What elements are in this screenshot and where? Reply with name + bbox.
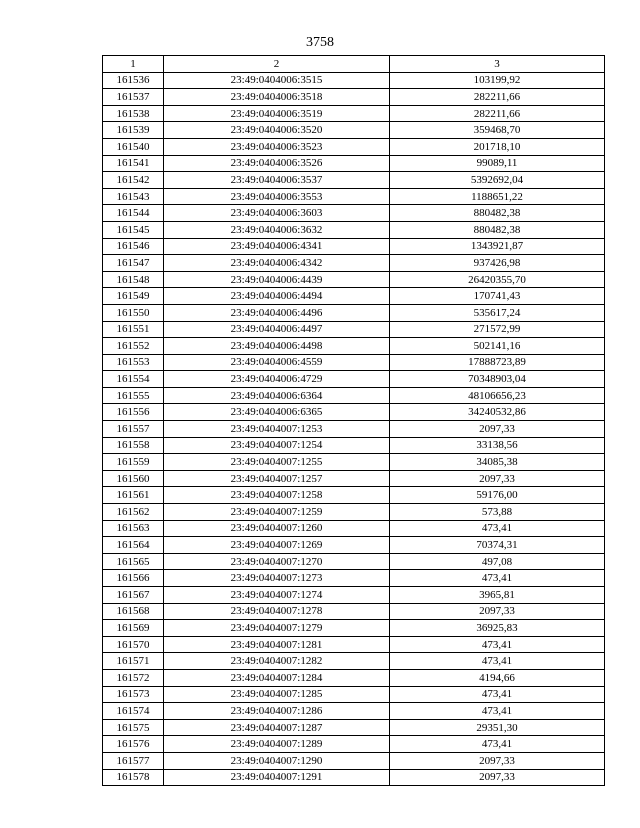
value-cell: 33138,56 [390, 437, 605, 454]
value-cell: 473,41 [390, 686, 605, 703]
table-row [103, 138, 605, 155]
row-number-cell: 161565 [103, 553, 164, 570]
cadastral-number-cell: 23:49:0404007:1289 [164, 736, 390, 753]
cadastral-number-cell: 23:49:0404006:4498 [164, 338, 390, 355]
row-number-cell: 161560 [103, 470, 164, 487]
table-row [103, 520, 605, 537]
cadastral-number-cell: 23:49:0404007:1260 [164, 520, 390, 537]
cadastral-number-cell: 23:49:0404006:3519 [164, 105, 390, 122]
value-cell: 1188651,22 [390, 188, 605, 205]
table-row [103, 304, 605, 321]
cadastral-number-cell: 23:49:0404006:6365 [164, 404, 390, 421]
row-number-cell: 161571 [103, 653, 164, 670]
table-row [103, 338, 605, 355]
table-row [103, 553, 605, 570]
cadastral-number-cell: 23:49:0404006:6364 [164, 387, 390, 404]
row-number-cell: 161568 [103, 603, 164, 620]
value-cell: 3965,81 [390, 587, 605, 604]
row-number-cell: 161536 [103, 72, 164, 89]
table-row [103, 537, 605, 554]
value-cell: 473,41 [390, 570, 605, 587]
table-row [103, 155, 605, 172]
table-row [103, 421, 605, 438]
row-number-cell: 161555 [103, 387, 164, 404]
table-row [103, 72, 605, 89]
table-row [103, 89, 605, 106]
data-table [102, 55, 605, 786]
table-row [103, 636, 605, 653]
cadastral-number-cell: 23:49:0404006:3603 [164, 205, 390, 222]
row-number-cell: 161553 [103, 354, 164, 371]
value-cell: 473,41 [390, 703, 605, 720]
cadastral-number-cell: 23:49:0404007:1286 [164, 703, 390, 720]
cadastral-number-cell: 23:49:0404007:1287 [164, 719, 390, 736]
table-row [103, 570, 605, 587]
cadastral-number-cell: 23:49:0404007:1255 [164, 454, 390, 471]
table-row [103, 404, 605, 421]
value-cell: 34085,38 [390, 454, 605, 471]
table-row [103, 487, 605, 504]
table-body [103, 72, 605, 786]
table-row [103, 504, 605, 521]
table-row [103, 321, 605, 338]
row-number-cell: 161562 [103, 504, 164, 521]
table-row [103, 437, 605, 454]
value-cell: 4194,66 [390, 669, 605, 686]
cadastral-number-cell: 23:49:0404007:1279 [164, 620, 390, 637]
row-number-cell: 161549 [103, 288, 164, 305]
table-row [103, 371, 605, 388]
value-cell: 2097,33 [390, 470, 605, 487]
row-number-cell: 161556 [103, 404, 164, 421]
cadastral-number-cell: 23:49:0404007:1291 [164, 769, 390, 786]
value-cell: 880482,38 [390, 221, 605, 238]
cadastral-number-cell: 23:49:0404006:4341 [164, 238, 390, 255]
table-row [103, 271, 605, 288]
cadastral-number-cell: 23:49:0404007:1270 [164, 553, 390, 570]
cadastral-number-cell: 23:49:0404006:3518 [164, 89, 390, 106]
table-row [103, 387, 605, 404]
row-number-cell: 161558 [103, 437, 164, 454]
cadastral-number-cell: 23:49:0404006:4494 [164, 288, 390, 305]
value-cell: 5392692,04 [390, 172, 605, 189]
cadastral-number-cell: 23:49:0404007:1257 [164, 470, 390, 487]
value-cell: 880482,38 [390, 205, 605, 222]
table-row [103, 603, 605, 620]
row-number-cell: 161570 [103, 636, 164, 653]
cadastral-number-cell: 23:49:0404006:3537 [164, 172, 390, 189]
value-cell: 359468,70 [390, 122, 605, 139]
row-number-cell: 161577 [103, 752, 164, 769]
value-cell: 99089,11 [390, 155, 605, 172]
cadastral-number-cell: 23:49:0404007:1253 [164, 421, 390, 438]
cadastral-number-cell: 23:49:0404007:1284 [164, 669, 390, 686]
cadastral-number-cell: 23:49:0404007:1254 [164, 437, 390, 454]
table-header [103, 56, 605, 73]
value-cell: 282211,66 [390, 89, 605, 106]
value-cell: 1343921,87 [390, 238, 605, 255]
cadastral-number-cell: 23:49:0404007:1290 [164, 752, 390, 769]
value-cell: 48106656,23 [390, 387, 605, 404]
cadastral-number-cell: 23:49:0404007:1258 [164, 487, 390, 504]
table-row [103, 669, 605, 686]
cadastral-number-cell: 23:49:0404006:4559 [164, 354, 390, 371]
cadastral-number-cell: 23:49:0404007:1278 [164, 603, 390, 620]
value-cell: 473,41 [390, 520, 605, 537]
table-row [103, 205, 605, 222]
table-row [103, 752, 605, 769]
row-number-cell: 161542 [103, 172, 164, 189]
row-number-cell: 161550 [103, 304, 164, 321]
column-header-1: 1 [103, 56, 164, 73]
row-number-cell: 161552 [103, 338, 164, 355]
value-cell: 2097,33 [390, 752, 605, 769]
table-row [103, 454, 605, 471]
value-cell: 36925,83 [390, 620, 605, 637]
cadastral-number-cell: 23:49:0404006:3526 [164, 155, 390, 172]
cadastral-number-cell: 23:49:0404007:1259 [164, 504, 390, 521]
value-cell: 201718,10 [390, 138, 605, 155]
cadastral-number-cell: 23:49:0404006:4729 [164, 371, 390, 388]
column-header-2: 2 [164, 56, 390, 73]
value-cell: 502141,16 [390, 338, 605, 355]
value-cell: 2097,33 [390, 421, 605, 438]
row-number-cell: 161546 [103, 238, 164, 255]
cadastral-number-cell: 23:49:0404007:1273 [164, 570, 390, 587]
row-number-cell: 161569 [103, 620, 164, 637]
row-number-cell: 161541 [103, 155, 164, 172]
table-row [103, 769, 605, 786]
row-number-cell: 161559 [103, 454, 164, 471]
cadastral-number-cell: 23:49:0404006:3523 [164, 138, 390, 155]
table-row [103, 587, 605, 604]
row-number-cell: 161554 [103, 371, 164, 388]
row-number-cell: 161575 [103, 719, 164, 736]
header-row [103, 56, 605, 73]
row-number-cell: 161551 [103, 321, 164, 338]
table-row [103, 719, 605, 736]
cadastral-number-cell: 23:49:0404006:4439 [164, 271, 390, 288]
table-row [103, 620, 605, 637]
value-cell: 473,41 [390, 653, 605, 670]
value-cell: 2097,33 [390, 603, 605, 620]
cadastral-number-cell: 23:49:0404006:3632 [164, 221, 390, 238]
cadastral-number-cell: 23:49:0404007:1274 [164, 587, 390, 604]
value-cell: 271572,99 [390, 321, 605, 338]
row-number-cell: 161574 [103, 703, 164, 720]
row-number-cell: 161544 [103, 205, 164, 222]
row-number-cell: 161557 [103, 421, 164, 438]
row-number-cell: 161545 [103, 221, 164, 238]
table-row [103, 221, 605, 238]
value-cell: 282211,66 [390, 105, 605, 122]
value-cell: 59176,00 [390, 487, 605, 504]
value-cell: 103199,92 [390, 72, 605, 89]
cadastral-number-cell: 23:49:0404006:4497 [164, 321, 390, 338]
row-number-cell: 161573 [103, 686, 164, 703]
value-cell: 497,08 [390, 553, 605, 570]
table-row [103, 105, 605, 122]
value-cell: 937426,98 [390, 255, 605, 272]
row-number-cell: 161576 [103, 736, 164, 753]
cadastral-number-cell: 23:49:0404007:1269 [164, 537, 390, 554]
value-cell: 473,41 [390, 736, 605, 753]
table-row [103, 470, 605, 487]
value-cell: 170741,43 [390, 288, 605, 305]
value-cell: 573,88 [390, 504, 605, 521]
value-cell: 17888723,89 [390, 354, 605, 371]
row-number-cell: 161539 [103, 122, 164, 139]
value-cell: 473,41 [390, 636, 605, 653]
value-cell: 34240532,86 [390, 404, 605, 421]
row-number-cell: 161537 [103, 89, 164, 106]
row-number-cell: 161564 [103, 537, 164, 554]
table-row [103, 686, 605, 703]
row-number-cell: 161561 [103, 487, 164, 504]
row-number-cell: 161578 [103, 769, 164, 786]
row-number-cell: 161548 [103, 271, 164, 288]
page-number: 3758 [306, 35, 334, 50]
cadastral-number-cell: 23:49:0404006:4342 [164, 255, 390, 272]
row-number-cell: 161540 [103, 138, 164, 155]
row-number-cell: 161538 [103, 105, 164, 122]
row-number-cell: 161563 [103, 520, 164, 537]
row-number-cell: 161572 [103, 669, 164, 686]
value-cell: 70348903,04 [390, 371, 605, 388]
table-row [103, 172, 605, 189]
value-cell: 535617,24 [390, 304, 605, 321]
cadastral-number-cell: 23:49:0404007:1285 [164, 686, 390, 703]
cadastral-number-cell: 23:49:0404006:3553 [164, 188, 390, 205]
column-header-3: 3 [390, 56, 605, 73]
table-row [103, 653, 605, 670]
value-cell: 2097,33 [390, 769, 605, 786]
table-row [103, 354, 605, 371]
table-row [103, 288, 605, 305]
table-row [103, 703, 605, 720]
cadastral-number-cell: 23:49:0404006:3515 [164, 72, 390, 89]
table-row [103, 122, 605, 139]
row-number-cell: 161566 [103, 570, 164, 587]
cadastral-number-cell: 23:49:0404007:1282 [164, 653, 390, 670]
table-row [103, 238, 605, 255]
row-number-cell: 161543 [103, 188, 164, 205]
table-row [103, 188, 605, 205]
cadastral-number-cell: 23:49:0404007:1281 [164, 636, 390, 653]
cadastral-number-cell: 23:49:0404006:4496 [164, 304, 390, 321]
cadastral-number-cell: 23:49:0404006:3520 [164, 122, 390, 139]
value-cell: 26420355,70 [390, 271, 605, 288]
row-number-cell: 161547 [103, 255, 164, 272]
value-cell: 70374,31 [390, 537, 605, 554]
row-number-cell: 161567 [103, 587, 164, 604]
table-row [103, 736, 605, 753]
value-cell: 29351,30 [390, 719, 605, 736]
table-row [103, 255, 605, 272]
